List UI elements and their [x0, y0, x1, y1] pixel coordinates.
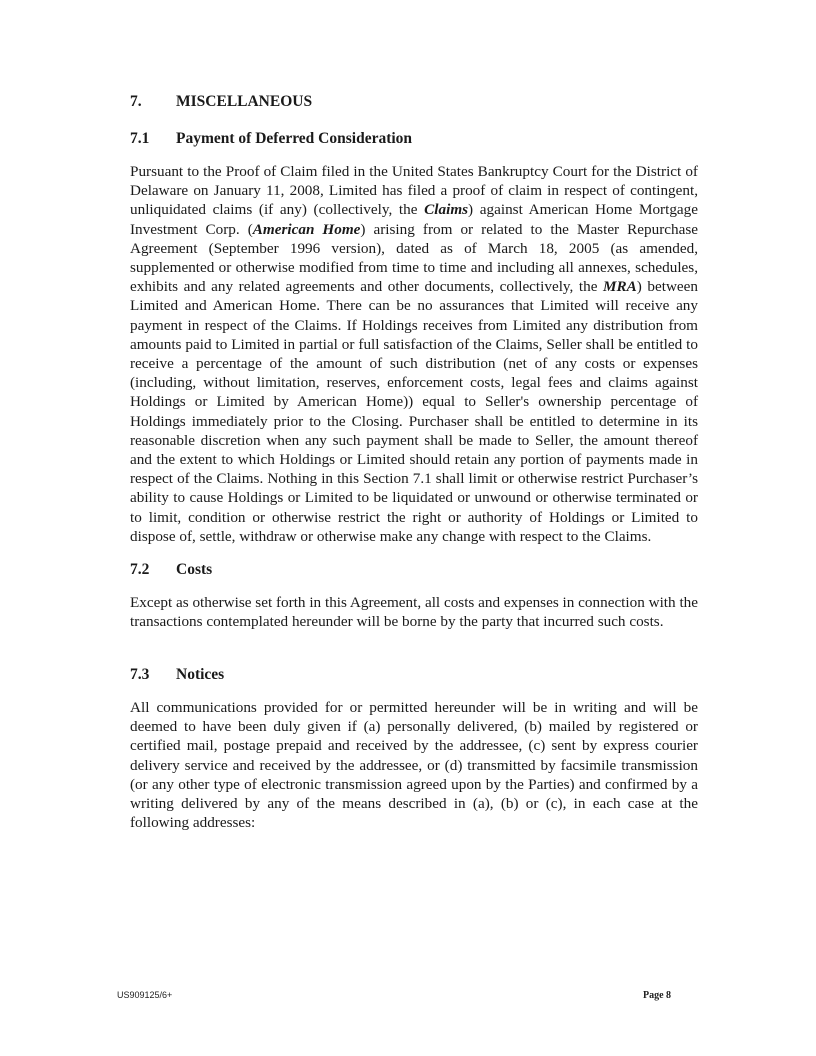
- section-number: 7.: [130, 93, 142, 110]
- subsection-heading-7-1: [130, 130, 412, 148]
- defined-term-mra: MRA: [603, 278, 637, 296]
- paragraph-text: Pursuant to the Proof of Claim filed in the United States Bankruptcy Court for the District of Delaware on January 11, 2008, Limited has filed a proof of claim in respect of contingent, unliquidated claims (if any) (collectively, the: [130, 163, 698, 219]
- defined-term-american-home: American Home: [252, 220, 361, 238]
- subsection-number: 7.3: [130, 666, 150, 683]
- subsection-title: Payment of Deferred Consideration: [176, 130, 413, 147]
- subsection-title: Costs: [176, 561, 213, 578]
- paragraph-text: ) against American Home Mortgage Investment Corp. (: [130, 201, 698, 238]
- subsection-heading-7-3: [130, 666, 224, 684]
- subsection-title: Notices: [176, 666, 225, 683]
- defined-term-claims: Claims: [424, 201, 469, 219]
- subsection-number: 7.1: [130, 130, 150, 147]
- page-number: Page 8: [643, 990, 672, 1001]
- section-title: MISCELLANEOUS: [176, 93, 313, 110]
- document-id: US909125/6+: [117, 990, 173, 1000]
- paragraph-text: ) arising from or related to the Master Repurchase Agreement (September 1996 version), dated as of March 18, 2005 (as amended, supplemented or otherwise modified from time to time and including all annexes, schedules, exhibits and any related agreements and other documents, collectively, the: [130, 220, 698, 296]
- paragraph-7-2: Except as otherwise set forth in this Agreement, all costs and expenses in connection with the transactions contemplated hereunder will be borne by the party that incurred such costs.: [130, 594, 698, 631]
- section-heading: [130, 93, 312, 111]
- subsection-number: 7.2: [130, 561, 150, 578]
- paragraph-7-3: All communications provided for or permitted hereunder will be in writing and will be deemed to have been duly given if (a) personally delivered, (b) mailed by registered or certified mail, postage prepaid and received by the addressee, (c) sent by express courier delivery service and received by the addressee, or (d) transmitted by facsimile transmission (or any other type of electronic transmission agreed upon by the Parties) and confirmed by a writing delivered by any of the means described in (a), (b) or (c), in each case at the following addresses:: [130, 699, 698, 832]
- subsection-heading-7-2: [130, 561, 212, 579]
- paragraph-text: ) between Limited and American Home. There can be no assurances that Limited will receive any payment in respect of the Claims. If Holdings receives from Limited any distribution from amounts paid to Limited in partial or full satisfaction of the Claims, Seller shall be entitled to receive a percentage of the amount of such distribution (net of any costs or expenses (including, without limitation, reserves, enforcement costs, legal fees and claims against Holdings or Limited by American Home)) equal to Seller's ownership percentage of Holdings immediately prior to the Closing. Purchaser shall be entitled to determine in its reasonable discretion when any such payment shall be made to Seller, the amount thereof and the extent to which Holdings or Limited should retain any portion of payments made in respect of the Claims. Nothing in this Section 7.1 shall limit or otherwise restrict Purchaser’s ability to cause Holdings or Limited to be liquidated or unwound or otherwise terminated or to limit, condition or otherwise restrict the right or authority of Holdings or Limited to dispose of, settle, withdraw or otherwise make any change with respect to the Claims.: [130, 278, 699, 545]
- paragraph-7-1: [130, 162, 698, 546]
